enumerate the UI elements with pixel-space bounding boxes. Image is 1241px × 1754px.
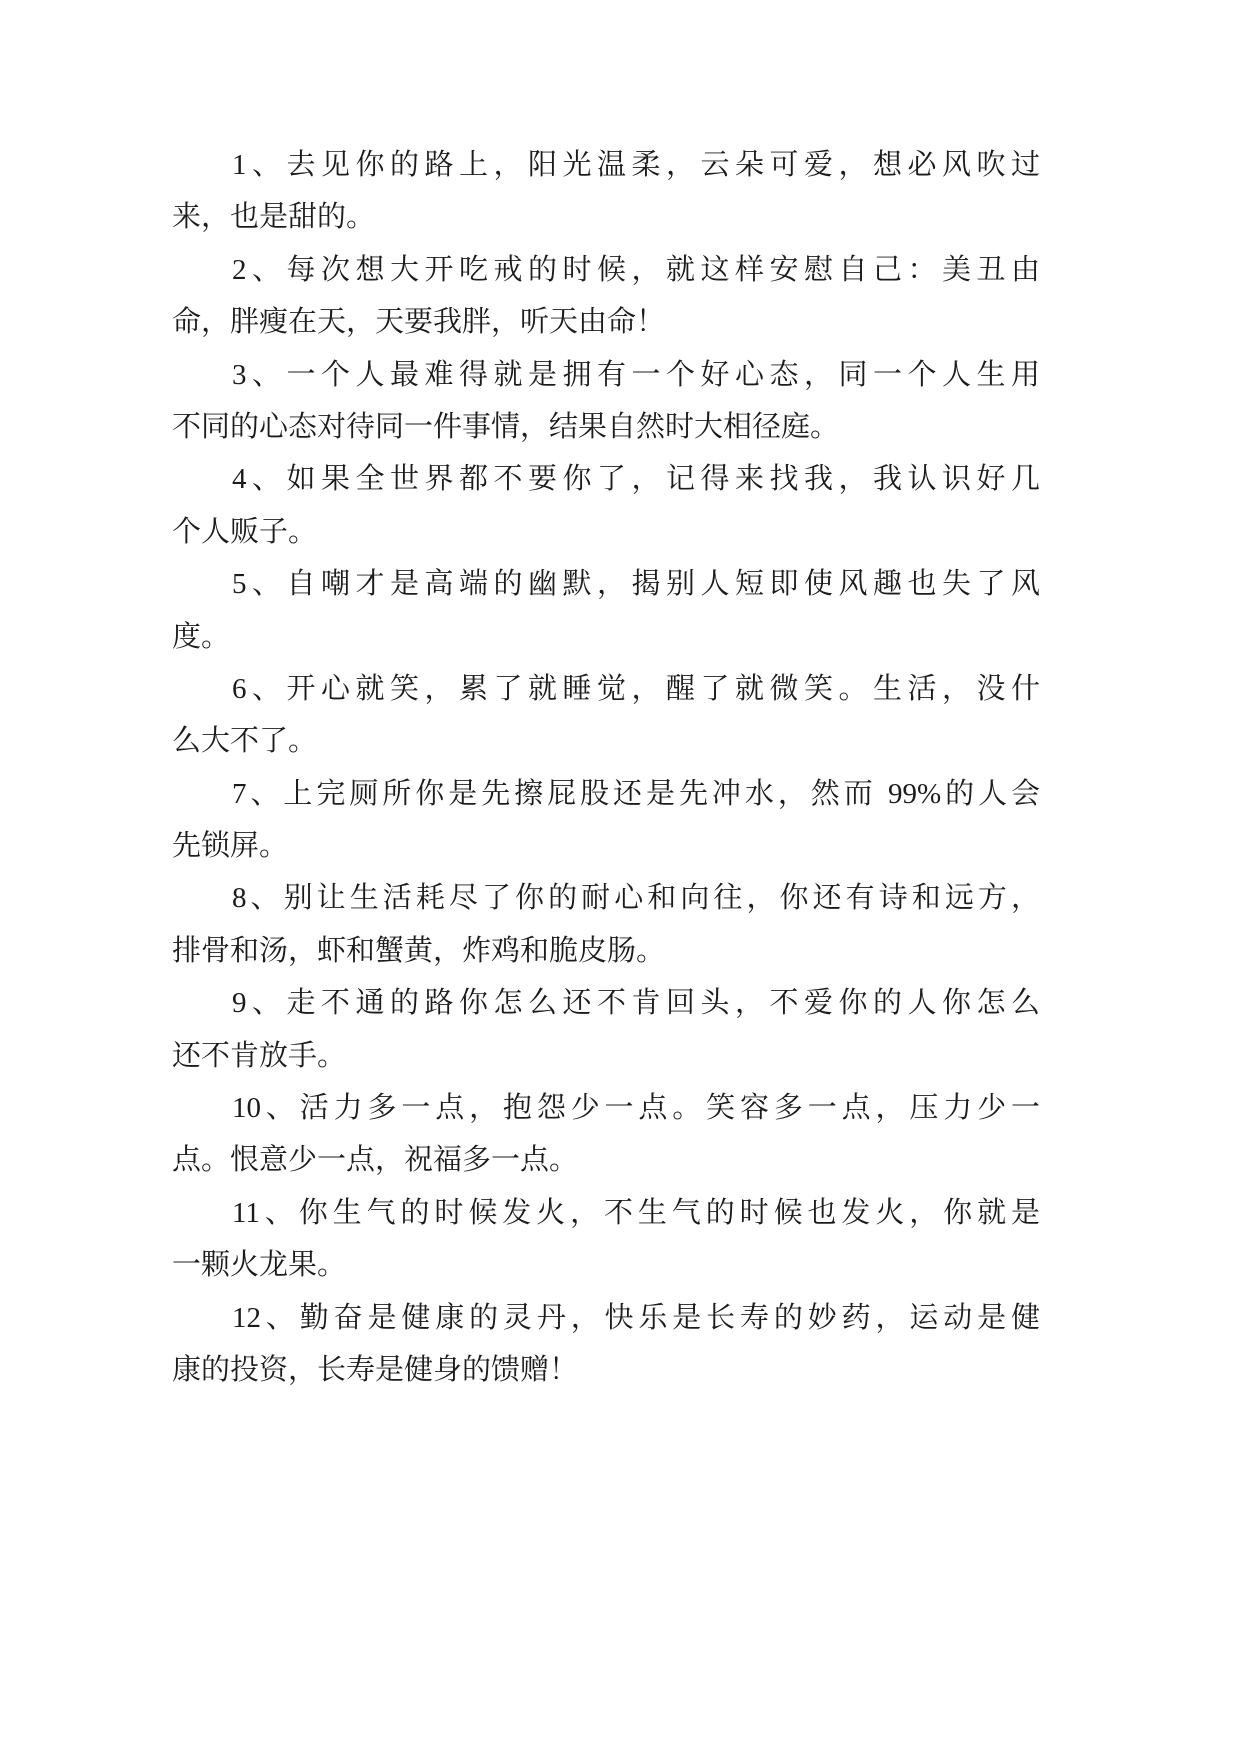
document-body xyxy=(172,139,1040,1396)
paragraph-3 xyxy=(172,349,1040,454)
paragraph-6 xyxy=(172,663,1040,768)
paragraph-line: 康的投资，长寿是健身的馈赠！ xyxy=(172,1353,579,1386)
paragraph-line: 个人贩子。 xyxy=(172,515,318,548)
paragraph-line: 1、去见你的路上，阳光温柔，云朵可爱，想必风吹过 xyxy=(232,149,1040,181)
paragraph-line: 度。 xyxy=(172,620,231,653)
paragraph-5 xyxy=(172,558,1040,663)
paragraph-4 xyxy=(172,453,1040,558)
paragraph-7 xyxy=(172,768,1040,873)
paragraph-10 xyxy=(172,1082,1040,1187)
paragraph-line: 7、上完厕所你是先擦屁股还是先冲水，然而 99%的人会 xyxy=(232,777,1040,810)
paragraph-line: 不同的心态对待同一件事情，结果自然时大相径庭。 xyxy=(172,410,840,443)
paragraph-line: 11、你生气的时候发火，不生气的时候也发火，你就是 xyxy=(232,1196,1040,1229)
paragraph-11 xyxy=(172,1187,1040,1292)
paragraph-line: 还不肯放手。 xyxy=(172,1039,347,1072)
paragraph-9 xyxy=(172,977,1040,1082)
paragraph-8 xyxy=(172,872,1040,977)
paragraph-line: 排骨和汤，虾和蟹黄，炸鸡和脆皮肠。 xyxy=(172,934,666,967)
paragraph-2 xyxy=(172,244,1040,349)
paragraph-line: 9、走不通的路你怎么还不肯回头，不爱你的人你怎么 xyxy=(232,987,1040,1020)
paragraph-line: 12、勤奋是健康的灵丹，快乐是长寿的妙药，运动是健 xyxy=(232,1301,1040,1334)
paragraph-line: 2、每次想大开吃戒的时候，就这样安慰自己：美丑由 xyxy=(232,253,1040,286)
paragraph-line: 10、活力多一点，抱怨少一点。笑容多一点，压力少一 xyxy=(232,1092,1040,1125)
paragraph-line: 先锁屏。 xyxy=(172,830,289,863)
paragraph-line: 8、别让生活耗尽了你的耐心和向往，你还有诗和远方， xyxy=(232,882,1040,915)
paragraph-1 xyxy=(172,139,1040,244)
paragraph-line: 5、自嘲才是高端的幽默，揭别人短即使风趣也失了风 xyxy=(232,568,1040,601)
paragraph-line: 一颗火龙果。 xyxy=(172,1249,347,1282)
paragraph-line: 命，胖瘦在天，天要我胖，听天由命！ xyxy=(172,306,666,339)
paragraph-12 xyxy=(172,1292,1040,1397)
paragraph-line: 么大不了。 xyxy=(172,725,318,758)
paragraph-line: 6、开心就笑，累了就睡觉，醒了就微笑。生活，没什 xyxy=(232,672,1040,705)
paragraph-line: 来，也是甜的。 xyxy=(172,201,376,234)
paragraph-line: 4、如果全世界都不要你了，记得来找我，我认识好几 xyxy=(232,463,1040,496)
paragraph-line: 点。恨意少一点，祝福多一点。 xyxy=(172,1144,579,1177)
paragraph-line: 3、一个人最难得就是拥有一个好心态，同一个人生用 xyxy=(232,358,1040,391)
